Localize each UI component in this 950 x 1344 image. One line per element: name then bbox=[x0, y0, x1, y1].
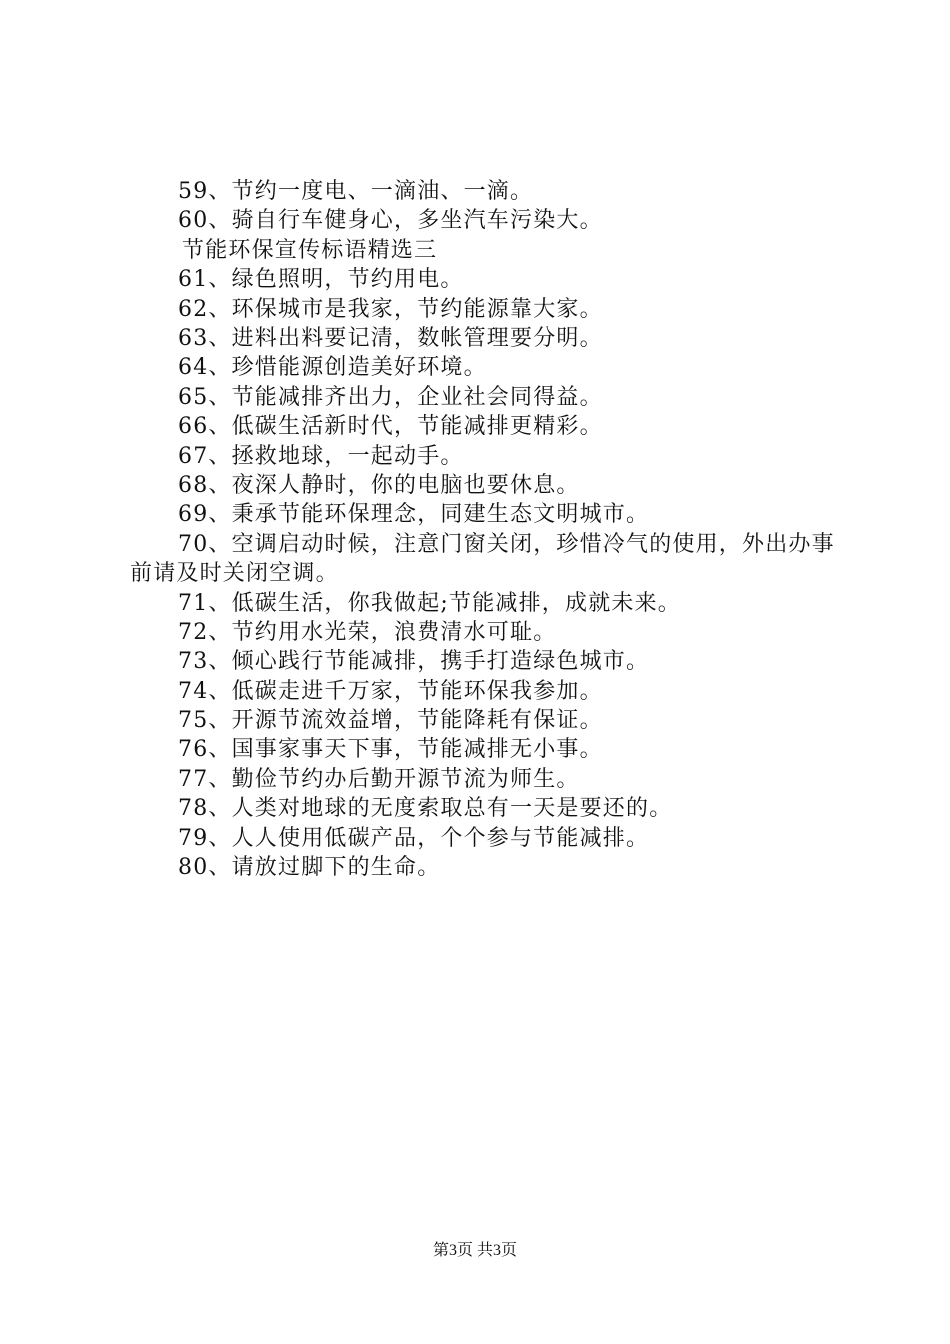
slogan-80: 80、请放过脚下的生命。 bbox=[178, 855, 441, 881]
slogan-64: 64、珍惜能源创造美好环境。 bbox=[178, 355, 487, 381]
section-heading: 节能环保宣传标语精选三 bbox=[182, 237, 438, 263]
slogan-69: 69、秉承节能环保理念，同建生态文明城市。 bbox=[178, 502, 650, 528]
slogan-68: 68、夜深人静时，你的电脑也要休息。 bbox=[178, 472, 580, 498]
slogan-61: 61、绿色照明，节约用电。 bbox=[178, 267, 464, 293]
slogan-73: 73、倾心践行节能减排，携手打造绿色城市。 bbox=[178, 649, 650, 675]
slogan-79: 79、人人使用低碳产品，个个参与节能减排。 bbox=[178, 825, 650, 851]
slogan-71: 71、低碳生活，你我做起;节能减排，成就未来。 bbox=[178, 590, 682, 616]
slogan-60: 60、骑自行车健身心，多坐汽车污染大。 bbox=[178, 208, 603, 234]
slogan-67: 67、拯救地球，一起动手。 bbox=[178, 443, 464, 469]
slogan-66: 66、低碳生活新时代，节能减排更精彩。 bbox=[178, 414, 603, 440]
slogan-75: 75、开源节流效益增，节能降耗有保证。 bbox=[178, 708, 603, 734]
slogan-59: 59、节约一度电、一滴油、一滴。 bbox=[178, 179, 534, 204]
page-footer: 第3页 共3页 bbox=[432, 1242, 517, 1259]
document-body bbox=[130, 177, 835, 882]
slogan-76: 76、国事家事天下事，节能减排无小事。 bbox=[178, 737, 603, 763]
slogan-62: 62、环保城市是我家，节约能源靠大家。 bbox=[178, 296, 603, 322]
slogan-77: 77、勤俭节约办后勤开源节流为师生。 bbox=[178, 766, 580, 792]
slogan-78: 78、人类对地球的无度索取总有一天是要还的。 bbox=[178, 796, 673, 822]
slogan-65: 65、节能减排齐出力，企业社会同得益。 bbox=[178, 384, 603, 410]
slogan-63: 63、进料出料要记清，数帐管理要分明。 bbox=[178, 325, 603, 351]
slogan-74: 74、低碳走进千万家，节能环保我参加。 bbox=[178, 678, 603, 704]
slogan-70: 70、空调启动时候，注意门窗关闭，珍惜冷气的使用，外出办事前请及时关闭空调。 bbox=[130, 531, 835, 587]
slogan-72: 72、节约用水光荣，浪费清水可耻。 bbox=[178, 619, 557, 645]
